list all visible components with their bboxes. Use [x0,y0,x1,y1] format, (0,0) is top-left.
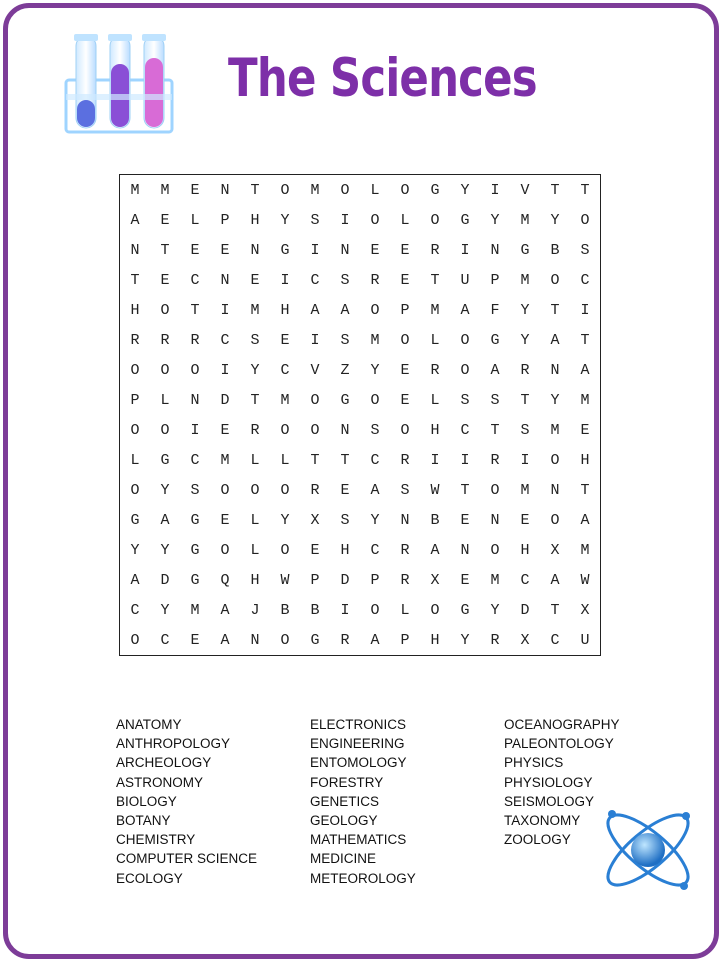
grid-cell: P [490,271,500,289]
grid-cell: O [550,451,560,469]
grid-cell: O [400,421,410,439]
grid-cell: Y [490,601,500,619]
grid-cell: R [310,481,320,499]
grid-cell: N [340,421,350,439]
word-list-item: PALEONTOLOGY [504,736,614,752]
grid-cell: N [190,391,200,409]
word-search-grid [119,174,601,656]
grid-cell: R [520,361,530,379]
grid-cell: M [520,481,530,499]
grid-cell: D [220,391,230,409]
grid-cell: A [340,301,350,319]
grid-cell: R [430,241,440,259]
grid-cell: R [130,331,140,349]
grid-cell: O [370,601,380,619]
grid-cell: W [580,571,590,589]
grid-cell: O [430,211,440,229]
grid-cell: O [130,481,140,499]
grid-cell: A [580,511,590,529]
grid-cell: R [430,361,440,379]
grid-cell: O [160,301,170,319]
grid-cell: G [190,571,200,589]
grid-cell: M [520,271,530,289]
grid-cell: M [520,211,530,229]
word-list-item: METEOROLOGY [310,870,416,886]
grid-cell: Y [160,601,170,619]
grid-cell: O [310,391,320,409]
grid-cell: P [370,571,380,589]
grid-cell: V [520,181,530,199]
atom-icon [596,796,700,904]
grid-cell: Y [280,511,290,529]
word-list-column [310,715,504,888]
word-list-item: MATHEMATICS [310,832,407,848]
grid-cell: E [160,211,170,229]
grid-cell: T [520,391,530,409]
grid-cell: E [460,571,470,589]
grid-cell: C [130,601,140,619]
grid-cell: I [340,601,350,619]
grid-cell: T [580,181,590,199]
grid-cell: U [580,631,590,649]
grid-cell: Y [550,211,560,229]
grid-cell: S [250,331,260,349]
word-list-item: COMPUTER SCIENCE [116,851,258,867]
grid-cell: R [160,331,170,349]
grid-cell: O [430,601,440,619]
grid-cell: R [370,271,380,289]
grid-cell: N [460,541,470,559]
grid-cell: S [460,391,470,409]
grid-cell: T [340,451,350,469]
grid-cell: X [520,631,530,649]
grid-cell: P [400,301,410,319]
grid-cell: Y [520,301,530,319]
word-list-item: ECOLOGY [116,870,183,886]
grid-cell: Y [130,541,140,559]
grid-cell: O [190,361,200,379]
word-list-item: CHEMISTRY [116,832,196,848]
grid-cell: R [190,331,200,349]
grid-cell: N [130,241,140,259]
grid-cell: E [220,421,230,439]
grid-cell: C [220,331,230,349]
grid-cell: A [550,331,560,349]
grid-cell: N [490,511,500,529]
grid-cell: M [250,301,260,319]
grid-cell: E [400,271,410,289]
grid-cell: A [550,571,560,589]
grid-cell: R [250,421,260,439]
grid-cell: E [370,241,380,259]
grid-cell: O [280,481,290,499]
grid-cell: M [430,301,440,319]
grid-cell: L [190,211,200,229]
grid-cell: A [430,541,440,559]
grid-cell: O [400,331,410,349]
grid-cell: M [310,181,320,199]
grid-cell: L [280,451,290,469]
grid-cell: O [460,361,470,379]
grid-cell: L [250,451,260,469]
grid-cell: I [280,271,290,289]
grid-cell: X [550,541,560,559]
grid-cell: G [160,451,170,469]
word-list-item: FORESTRY [310,774,384,790]
grid-cell: S [400,481,410,499]
grid-cell: N [490,241,500,259]
grid-cell: R [400,571,410,589]
grid-cell: O [220,541,230,559]
grid-cell: S [580,241,590,259]
grid-cell: A [130,571,140,589]
grid-cell: T [580,481,590,499]
word-list-column [116,715,310,888]
grid-cell: H [280,301,290,319]
grid-cell: W [430,481,440,499]
grid-cell: C [580,271,590,289]
grid-cell: B [310,601,320,619]
grid-cell: Y [460,631,470,649]
grid-cell: C [520,571,530,589]
grid-cell: G [460,601,470,619]
grid-cell: E [190,631,200,649]
grid-cell: T [130,271,140,289]
word-list-item: PHYSICS [504,755,564,771]
grid-cell: P [220,211,230,229]
grid-cell: S [340,511,350,529]
grid-cell: Y [490,211,500,229]
word-list-item: ENTOMOLOGY [310,755,407,771]
grid-cell: T [430,271,440,289]
grid-cell: E [190,181,200,199]
grid-cell: T [550,301,560,319]
grid-cell: O [130,421,140,439]
grid-cell: R [490,451,500,469]
grid-cell: O [400,181,410,199]
grid-cell: S [340,271,350,289]
grid-cell: E [400,241,410,259]
grid-cell: I [520,451,530,469]
grid-cell: M [280,391,290,409]
grid-cell: G [190,541,200,559]
grid-cell: A [220,601,230,619]
grid-cell: J [250,601,260,619]
word-list-item: ENGINEERING [310,736,405,752]
grid-cell: C [310,271,320,289]
word-list-item: PHYSIOLOGY [504,774,593,790]
grid-cell: G [190,511,200,529]
grid-cell: E [220,241,230,259]
grid-cell: I [490,181,500,199]
grid-cell: M [370,331,380,349]
grid-cell: L [160,391,170,409]
grid-cell: C [190,271,200,289]
grid-cell: Y [280,211,290,229]
grid-cell: R [400,541,410,559]
grid-cell: I [430,451,440,469]
grid-cell: F [490,301,500,319]
grid-cell: N [400,511,410,529]
grid-cell: E [460,511,470,529]
grid-cell: T [490,421,500,439]
grid-cell: H [430,421,440,439]
grid-cell: A [460,301,470,319]
grid-cell: X [580,601,590,619]
word-list-item: GENETICS [310,793,380,809]
grid-cell: C [370,541,380,559]
grid-cell: E [340,481,350,499]
grid-cell: S [490,391,500,409]
grid-cell: U [460,271,470,289]
grid-cell: D [340,571,350,589]
grid-cell: Y [160,541,170,559]
grid-cell: C [280,361,290,379]
grid-cell: L [130,451,140,469]
grid-cell: A [580,361,590,379]
grid-cell: T [550,601,560,619]
grid-cell: P [310,571,320,589]
grid-cell: O [460,331,470,349]
grid-cell: O [310,421,320,439]
grid-cell: A [160,511,170,529]
grid-cell: I [220,301,230,319]
grid-cell: Y [250,361,260,379]
grid-cell: R [490,631,500,649]
grid-cell: O [340,181,350,199]
grid-cell: L [430,391,440,409]
grid-cell: S [520,421,530,439]
grid-cell: N [550,361,560,379]
grid-cell: L [370,181,380,199]
grid-cell: L [400,211,410,229]
grid-cell: T [250,391,260,409]
grid-cell: P [400,631,410,649]
grid-cell: E [250,271,260,289]
grid-cell: B [430,511,440,529]
grid-cell: N [340,241,350,259]
grid-cell: I [460,241,470,259]
grid-cell: O [250,481,260,499]
word-list-item: BOTANY [116,813,171,829]
grid-cell: D [160,571,170,589]
grid-cell: G [460,211,470,229]
grid-cell: M [490,571,500,589]
grid-cell: O [370,211,380,229]
grid-cell: C [160,631,170,649]
grid-cell: M [550,421,560,439]
grid-cell: X [430,571,440,589]
grid-cell: T [550,181,560,199]
grid-cell: N [550,481,560,499]
grid-cell: M [130,181,140,199]
grid-cell: O [490,481,500,499]
grid-cell: M [580,541,590,559]
grid-cell: M [160,181,170,199]
grid-cell: T [580,331,590,349]
word-list-item: TAXONOMY [504,813,581,829]
grid-cell: O [130,361,140,379]
grid-cell: Z [340,361,350,379]
grid-cell: I [310,241,320,259]
grid-cell: I [460,451,470,469]
grid-cell: G [430,181,440,199]
grid-cell: O [280,631,290,649]
grid-cell: H [430,631,440,649]
word-list-item: BIOLOGY [116,793,177,809]
grid-cell: C [190,451,200,469]
grid-cell: Y [520,331,530,349]
grid-cell: I [220,361,230,379]
grid-cell: O [160,361,170,379]
grid-cell: C [550,631,560,649]
grid-cell: O [280,181,290,199]
grid-cell: P [130,391,140,409]
grid-cell: N [220,271,230,289]
grid-cell: S [370,421,380,439]
grid-cell: E [190,241,200,259]
grid-cell: E [280,331,290,349]
grid-cell: G [310,631,320,649]
grid-cell: V [310,361,320,379]
grid-cell: G [340,391,350,409]
grid-cell: N [250,631,260,649]
word-list [116,715,636,888]
grid-cell: A [490,361,500,379]
grid-cell: A [130,211,140,229]
test-tubes-icon [64,30,176,138]
grid-cell: I [580,301,590,319]
grid-cell: S [190,481,200,499]
grid-cell: A [370,631,380,649]
grid-cell: T [190,301,200,319]
grid-cell: H [340,541,350,559]
grid-cell: E [580,421,590,439]
grid-cell: T [250,181,260,199]
grid-cell: O [550,511,560,529]
word-list-item: ARCHEOLOGY [116,755,212,771]
word-list-item: OCEANOGRAPHY [504,717,620,732]
grid-cell: H [580,451,590,469]
grid-cell: A [310,301,320,319]
grid-cell: E [400,391,410,409]
grid-cell: N [250,241,260,259]
grid-cell: G [130,511,140,529]
grid-cell: D [520,601,530,619]
word-list-item: ELECTRONICS [310,717,407,732]
grid-cell: C [460,421,470,439]
grid-cell: M [580,391,590,409]
word-list-item: SEISMOLOGY [504,793,595,809]
grid-cell: O [370,391,380,409]
grid-cell: O [280,541,290,559]
grid-cell: L [430,331,440,349]
grid-cell: E [310,541,320,559]
grid-cell: O [490,541,500,559]
grid-cell: H [130,301,140,319]
grid-cell: Q [220,571,230,589]
grid-cell: H [250,211,260,229]
word-list-item: ASTRONOMY [116,774,204,790]
grid-cell: S [340,331,350,349]
grid-cell: O [220,481,230,499]
grid-cell: I [340,211,350,229]
word-list-item: ANTHROPOLOGY [116,736,231,752]
word-list-item: ANATOMY [116,717,182,732]
grid-cell: H [520,541,530,559]
grid-cell: O [130,631,140,649]
grid-cell: E [220,511,230,529]
grid-cell: B [280,601,290,619]
word-list-item: MEDICINE [310,851,377,867]
grid-cell: E [520,511,530,529]
grid-cell: O [370,301,380,319]
grid-cell: A [370,481,380,499]
grid-cell: G [490,331,500,349]
grid-cell: I [310,331,320,349]
grid-cell: T [460,481,470,499]
grid-cell: T [160,241,170,259]
grid-cell: S [310,211,320,229]
grid-cell: X [310,511,320,529]
grid-cell: H [250,571,260,589]
grid-cell: E [400,361,410,379]
grid-cell: T [310,451,320,469]
grid-cell: N [220,181,230,199]
word-list-item: ZOOLOGY [504,832,571,848]
grid-cell: M [220,451,230,469]
grid-cell: Y [370,511,380,529]
grid-cell: C [370,451,380,469]
grid-cell: I [190,421,200,439]
grid-cell: L [250,511,260,529]
grid-cell: L [250,541,260,559]
grid-cell: E [160,271,170,289]
grid-cell: W [280,571,290,589]
grid-cell: A [220,631,230,649]
grid-cell: R [340,631,350,649]
grid-cell: O [550,271,560,289]
grid-cell: G [280,241,290,259]
grid-cell: O [160,421,170,439]
grid-cell: L [400,601,410,619]
grid-cell: G [520,241,530,259]
grid-cell: O [580,211,590,229]
grid-cell: R [400,451,410,469]
page-title: The Sciences [228,48,537,109]
grid-cell: O [280,421,290,439]
grid-cell: Y [550,391,560,409]
word-list-item: GEOLOGY [310,813,378,829]
grid-cell: M [190,601,200,619]
grid-cell: B [550,241,560,259]
grid-cell: Y [460,181,470,199]
grid-cell: Y [370,361,380,379]
grid-cell: Y [160,481,170,499]
